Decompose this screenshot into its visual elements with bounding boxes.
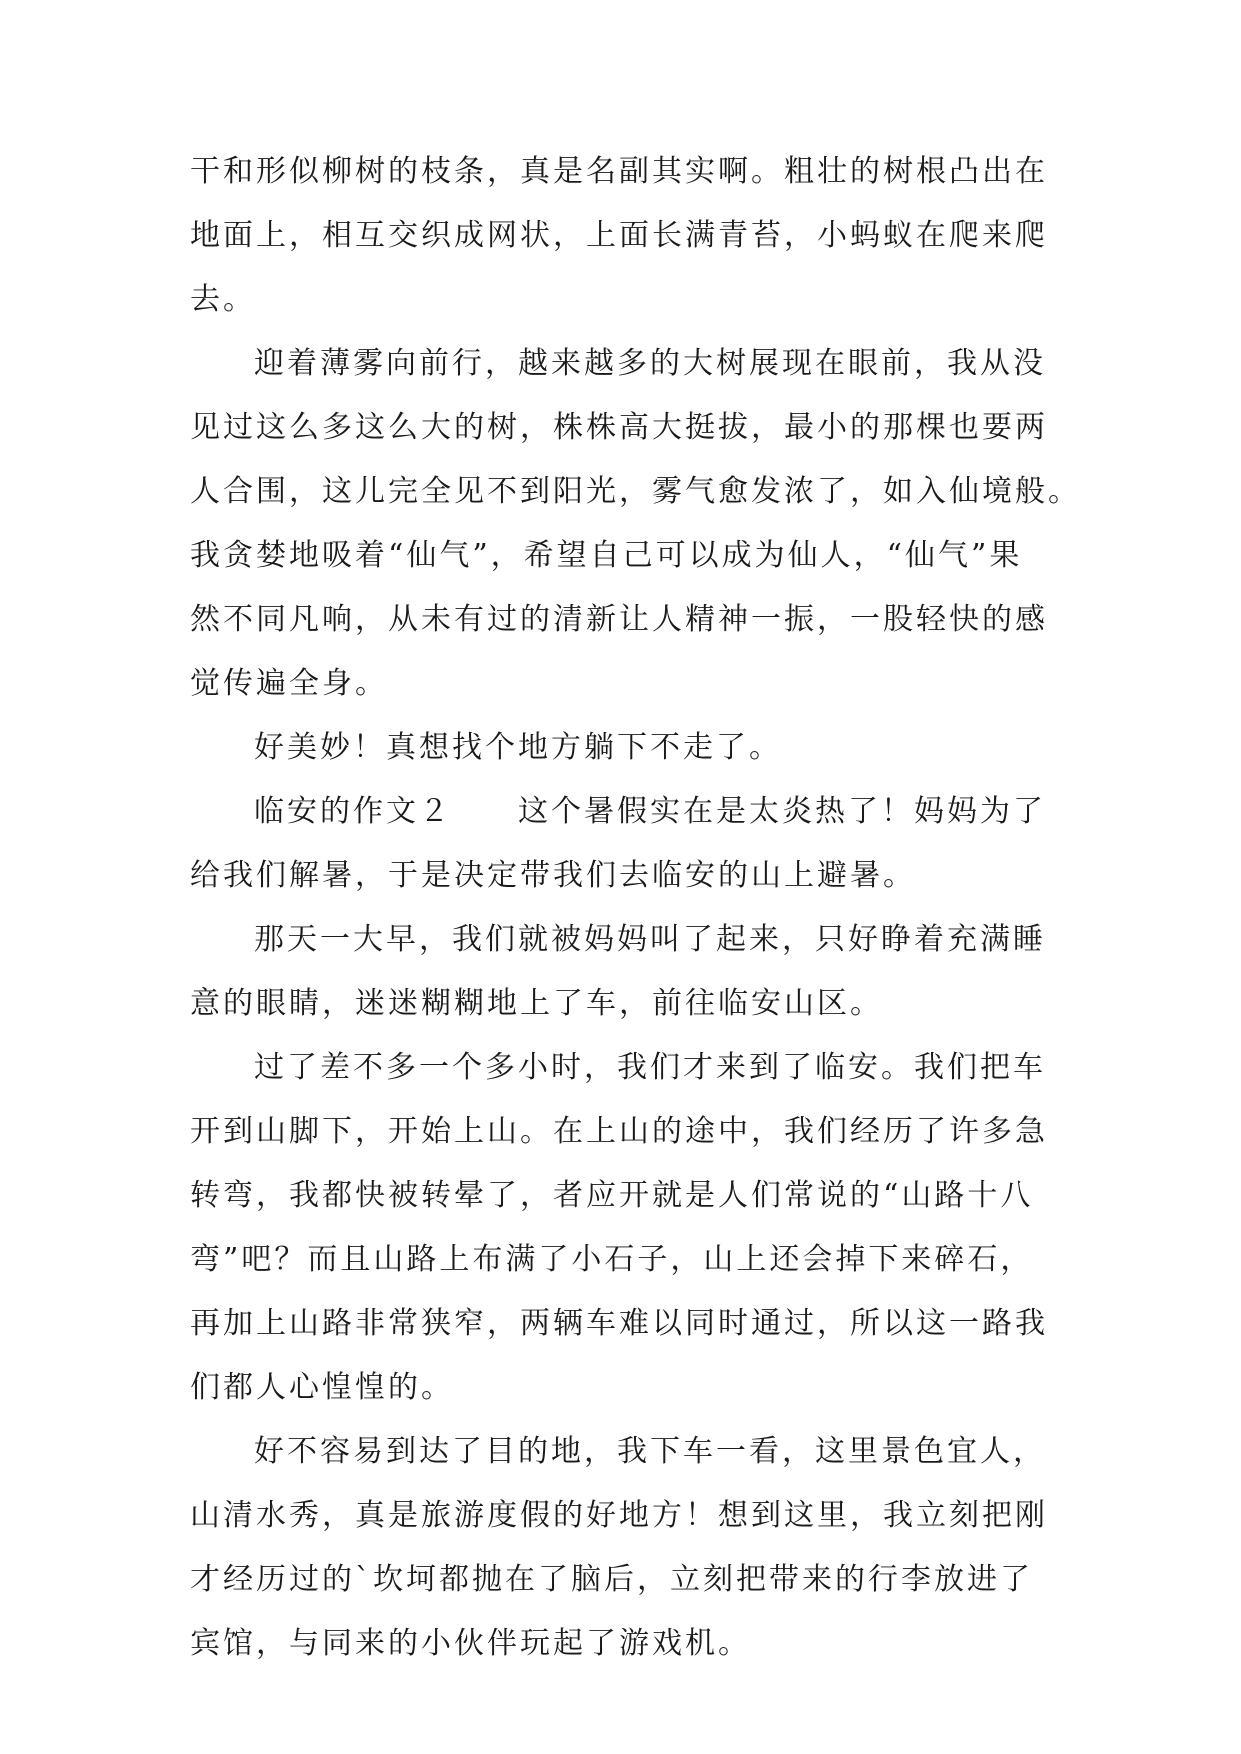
text-line: 好美妙！真想找个地方躺下不走了。 <box>254 730 782 765</box>
text-line: 我贪婪地吸着“仙气”，希望自己可以成为仙人，“仙气”果 <box>190 538 1023 573</box>
text-line: 才经历过的`坎坷都抛在了脑后，立刻把带来的行李放进了 <box>190 1562 1033 1597</box>
text-line: 人合围，这儿完全见不到阳光，雾气愈发浓了，如入仙境般。 <box>190 474 1081 509</box>
document-page <box>190 140 1081 1676</box>
text-line: 再加上山路非常狭窄，两辆车难以同时通过，所以这一路我 <box>190 1306 1048 1341</box>
text-line: 给我们解暑，于是决定带我们去临安的山上避暑。 <box>190 858 916 893</box>
text-line: 开到山脚下，开始上山。在上山的途中，我们经历了许多急 <box>190 1114 1048 1149</box>
text-line: 地面上，相互交织成网状，上面长满青苔，小蚂蚁在爬来爬 <box>190 218 1048 253</box>
text-line: 山清水秀，真是旅游度假的好地方！想到这里，我立刻把刚 <box>190 1498 1048 1533</box>
text-line: 宾馆，与同来的小伙伴玩起了游戏机。 <box>190 1626 751 1661</box>
text-line: 临安的作文２ 这个暑假实在是太炎热了！妈妈为了 <box>254 794 1046 829</box>
text-line: 好不容易到达了目的地，我下车一看，这里景色宜人， <box>254 1434 1046 1469</box>
text-line: 转弯，我都快被转晕了，者应开就是人们常说的“山路十八 <box>190 1178 1034 1213</box>
text-line: 意的眼睛，迷迷糊糊地上了车，前往临安山区。 <box>190 986 883 1021</box>
text-line: 过了差不多一个多小时，我们才来到了临安。我们把车 <box>254 1050 1046 1085</box>
text-line: 然不同凡响，从未有过的清新让人精神一振，一股轻快的感 <box>190 602 1048 637</box>
text-line: 见过这么多这么大的树，株株高大挺拔，最小的那棵也要两 <box>190 410 1048 445</box>
text-line: 觉传遍全身。 <box>190 666 388 701</box>
text-line: 迎着薄雾向前行，越来越多的大树展现在眼前，我从没 <box>254 346 1046 381</box>
text-line: 那天一大早，我们就被妈妈叫了起来，只好睁着充满睡 <box>254 922 1046 957</box>
text-line: 干和形似柳树的枝条，真是名副其实啊。粗壮的树根凸出在 <box>190 154 1048 189</box>
text-line: 去。 <box>190 282 256 317</box>
text-line: 弯”吧？而且山路上布满了小石子，山上还会掉下来碎石， <box>190 1242 1034 1277</box>
text-line: 们都人心惶惶的。 <box>190 1370 454 1405</box>
